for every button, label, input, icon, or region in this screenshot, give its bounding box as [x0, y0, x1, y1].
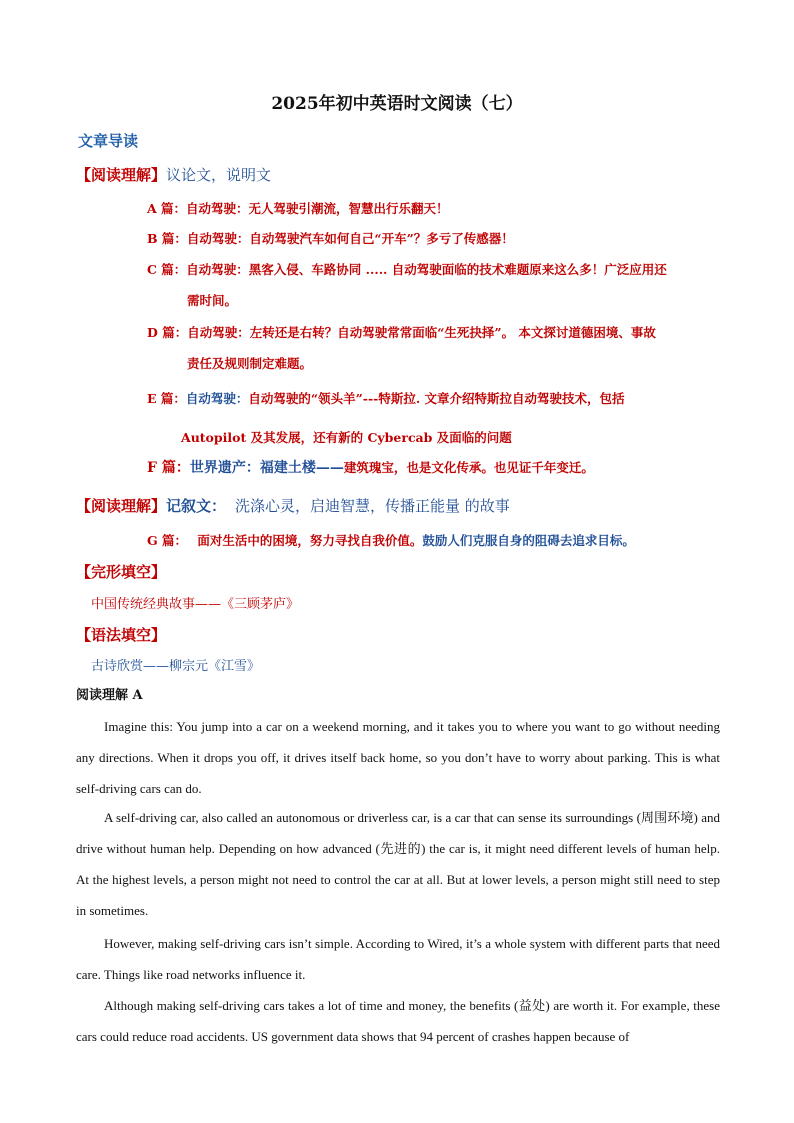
article-e-topic: 自动驾驶：: [185, 391, 249, 406]
article-c-line2: 需时间。: [187, 293, 238, 308]
passage-paragraph-3: However, making self-driving cars isn’t simple. According to Wired, it’s a whole system with different parts that need care. Things like road networks influence it.: [76, 936, 720, 982]
article-c-line1: C 篇：自动驾驶：黑客入侵、车路协同 ..... 自动驾驶面临的技术难题原来这么多！广泛应用还: [147, 262, 667, 277]
article-f-sub: 福建土楼——: [259, 460, 344, 476]
reading-type: 议论文，说明文: [166, 166, 272, 184]
article-d-line1: D 篇：自动驾驶：左转还是右转？自动驾驶常常面临“生死抉择”。 本文探讨道德困境、事故: [147, 325, 656, 340]
passage-heading: 阅读理解 A: [76, 688, 143, 703]
article-f-label: F 篇：: [147, 460, 190, 476]
article-f-topic: 世界遗产：: [189, 460, 260, 476]
reading-desc-2: [235, 495, 510, 516]
reading-section-header: [76, 164, 271, 185]
article-d-line2: 责任及规则制定难题。: [187, 356, 313, 371]
article-g-label: G 篇：: [147, 533, 188, 548]
reading-desc-visible: 洗涤心灵，启迪智慧，传播正能量 的故事: [235, 497, 510, 515]
article-e-line1: [147, 389, 625, 407]
reading-bracket-2: 【阅读理解】: [76, 497, 167, 515]
passage-paragraph-4: Although making self-driving cars takes a lot of time and money, the benefits (益处) are worth it. For example, these cars could reduce road accidents. US government data shows that 94 percent of crashes happen because of: [76, 998, 720, 1044]
reading-bracket: 【阅读理解】: [76, 166, 167, 184]
grammar-header: 【语法填空】: [76, 626, 167, 644]
guide-heading: 文章导读: [78, 132, 139, 150]
article-f: [147, 457, 594, 477]
cloze-text: 中国传统经典故事——《三顾茅庐》: [91, 597, 300, 612]
reading-type-2: 记叙文：: [166, 497, 227, 515]
passage-paragraph-1: Imagine this: You jump into a car on a weekend morning, and it takes you to where you want to go without needing any directions. When it drops you off, it drives itself back home, so you don’t have to worry about parking. This is what self-driving cars can do.: [76, 719, 720, 796]
grammar-text: 古诗欣赏——柳宗元《江雪》: [91, 659, 261, 674]
page-title: 2025年初中英语时文阅读（七）: [271, 94, 523, 114]
article-g: [147, 531, 635, 549]
article-a: A 篇：自动驾驶：无人驾驶引潮流，智慧出行乐翻天！: [147, 201, 449, 216]
article-g-text: 面对生活中的困境，努力寻找自我价值。: [197, 533, 423, 548]
article-e-label: E 篇：: [147, 391, 186, 406]
article-e-text: 自动驾驶的“领头羊”---特斯拉. 文章介绍特斯拉自动驾驶技术，包括: [248, 391, 625, 406]
reading-section-header-2: [76, 495, 226, 516]
article-b: B 篇：自动驾驶：自动驾驶汽车如何自己“开车”？多亏了传感器！: [147, 231, 514, 246]
article-f-rest: 建筑瑰宝，也是文化传承。也见证千年变迁。: [343, 460, 594, 475]
article-e-line2: Autopilot 及其发展，还有新的 Cybercab 及面临的问题: [181, 430, 512, 445]
article-g-text2: 鼓励人们克服自身的阻碍去追求目标。: [422, 533, 635, 548]
passage-paragraph-2: A self-driving car, also called an autonomous or driverless car, is a car that can sense its surroundings (周围环境) and drive without human help. Depending on how advanced (先进的) the car is, it might need different levels of human help. At the highest levels, a person might not need to control the car at all. But at lower levels, a person might still need to step in sometimes.: [76, 810, 720, 918]
cloze-header: 【完形填空】: [76, 563, 167, 581]
